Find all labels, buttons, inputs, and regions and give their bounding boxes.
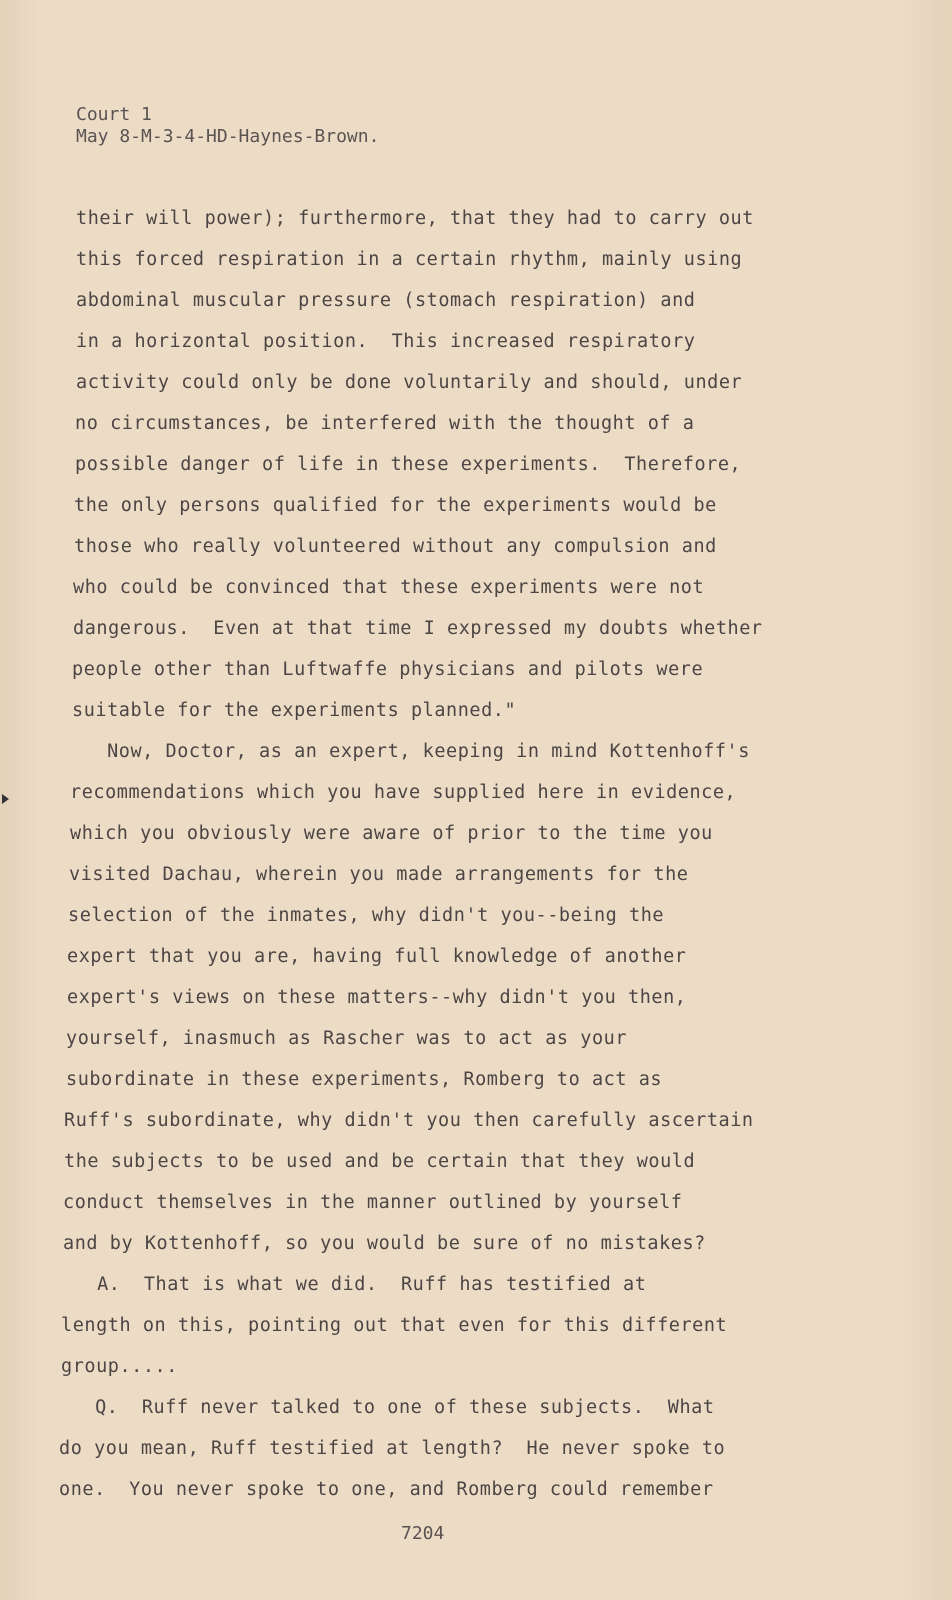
- text-line: conduct themselves in the manner outlined by yourself: [63, 1192, 683, 1213]
- text-line: visited Dachau, wherein you made arrangements for the: [69, 864, 689, 885]
- text-line: expert's views on these matters--why didn't you then,: [67, 987, 687, 1008]
- text-line: selection of the inmates, why didn't you--being the: [68, 905, 665, 926]
- text-line: yourself, inasmuch as Rascher was to act as your: [66, 1028, 628, 1049]
- text-line: recommendations which you have supplied here in evidence,: [70, 782, 737, 803]
- court-label: Court 1: [76, 104, 152, 125]
- text-line: this forced respiration in a certain rhythm, mainly using: [76, 249, 743, 270]
- text-line: suitable for the experiments planned.": [72, 700, 517, 721]
- page-number: 7204: [401, 1523, 445, 1544]
- session-label: May 8-M-3-4-HD-Haynes-Brown.: [76, 126, 380, 147]
- text-line: subordinate in these experiments, Romberg to act as: [66, 1069, 663, 1090]
- page-header: [76, 104, 379, 148]
- text-line: the only persons qualified for the experiments would be: [74, 495, 717, 516]
- text-line: Now, Doctor, as an expert, keeping in mind Kottenhoff's: [72, 741, 750, 762]
- text-line: A. That is what we did. Ruff has testified at: [62, 1274, 647, 1295]
- text-line: in a horizontal position. This increased respiratory: [76, 331, 696, 352]
- text-line: length on this, pointing out that even for this different: [61, 1315, 728, 1336]
- text-line: abdominal muscular pressure (stomach respiration) and: [76, 290, 696, 311]
- text-line: dangerous. Even at that time I expressed my doubts whether: [73, 618, 763, 639]
- text-line: people other than Luftwaffe physicians and pilots were: [72, 659, 704, 680]
- text-line: those who really volunteered without any compulsion and: [74, 536, 717, 557]
- text-line: the subjects to be used and be certain that they would: [64, 1151, 696, 1172]
- text-line: their will power); furthermore, that they had to carry out: [76, 208, 754, 229]
- text-line: which you obviously were aware of prior to the time you: [70, 823, 713, 844]
- text-line: activity could only be done voluntarily and should, under: [76, 372, 743, 393]
- text-line: no circumstances, be interfered with the thought of a: [75, 413, 695, 434]
- text-line: Q. Ruff never talked to one of these subjects. What: [60, 1397, 715, 1418]
- text-line: and by Kottenhoff, so you would be sure of no mistakes?: [63, 1233, 706, 1254]
- text-line: one. You never spoke to one, and Romberg could remember: [59, 1479, 714, 1500]
- text-line: possible danger of life in these experiments. Therefore,: [75, 454, 742, 475]
- text-line: who could be convinced that these experiments were not: [73, 577, 705, 598]
- text-line: Ruff's subordinate, why didn't you then carefully ascertain: [64, 1110, 754, 1131]
- margin-arrow-icon: [2, 794, 9, 804]
- text-line: do you mean, Ruff testified at length? He never spoke to: [59, 1438, 726, 1459]
- text-line: group.....: [61, 1356, 178, 1377]
- text-line: expert that you are, having full knowledge of another: [67, 946, 687, 967]
